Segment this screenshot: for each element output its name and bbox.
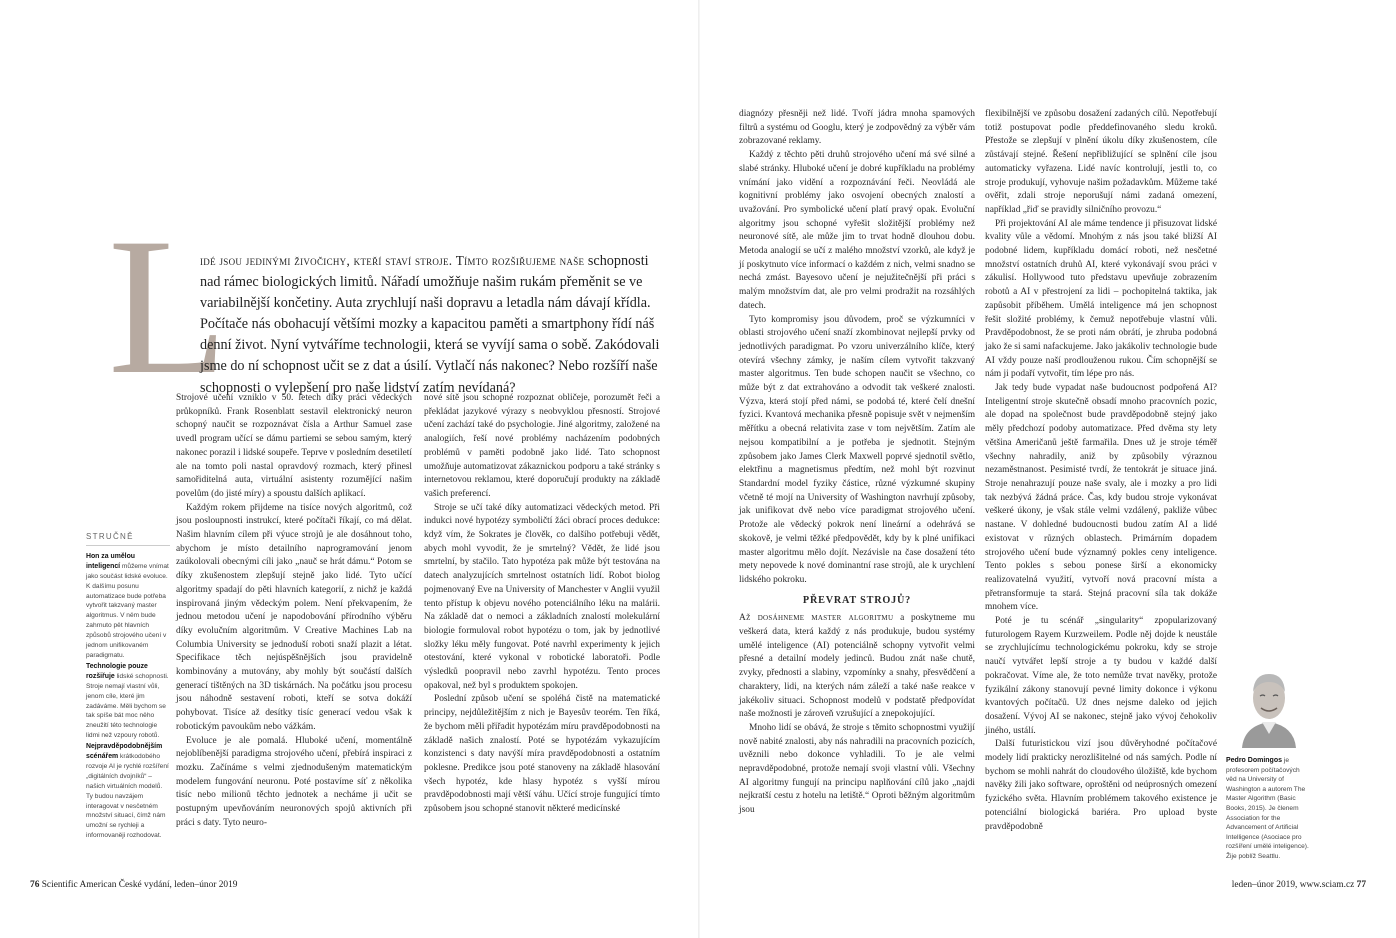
section-lead-text: a poskytneme mu veškerá data, která každý z nás produkuje, budou systémy umělé inteligence (AI) potenciálně schopny vytvořit velmi přesné a detailní modely jedinců. Budou znát naše chutě, zvyky, přednosti a slabiny, vzpomínky a snahy, přesvědčení a charaktery, lidi, na kterých nám záleží a také naše reakce v jakékoliv situaci. Schopnost modelů v podstatě předpovídat naše možnosti je zároveň vzrušující a znepokojující. [739,613,975,720]
section-lead-caps: Až dosáhneme master algoritmu [739,613,894,624]
paragraph: Tyto kompromisy jsou důvodem, proč se výzkumníci v oblasti strojového učení snaží zkombinovat nejlepší prvky od jednotlivých paradigmat. Po vzoru univerzálního klíče, který otevírá všechny zámky, je naším cílem vytvořit takzvaný master algoritmus. Ten bude schopen naučit se všechno, co může být z dat extrahováno a odvodit tak veškeré znalosti. Výzva, která stojí před námi, se podobá té, které čelí dnešní fyzici. Kvantová mechanika přesně popisuje svět v nejmenším měřítku a obecná relativita zase v tom největším. Zatím ale nejsou kompatibilní a je potřeba je sjednotit. Stejným způsobem jako James Clerk Maxwell poprvé sjednotil světlo, elektřinu a magnetismus předtím, než mohl být rozvinut Standardní model fyziky částice, různé výzkumné skupiny včetně té mojí na University of Washington navrhují způsoby, jak unifikovat dvě nebo více paradigmat strojového učení. Protože ale vědecký pokrok není lineární a odehrává se skokově, je velmi těžké předpovědět, kdy by k plné unifikaci master algoritmu mělo dojít. Nezávisle na čase dosažení této mety nepovede k nové dominantní rase strojů, ale k urychlení lidského pokroku. [739,314,975,585]
sidebar-item [86,662,170,741]
paragraph: Další futuristickou vizí jsou důvěryhodné počítačové modely lidí prakticky nerozlišitelné od nás samých. Podle ní bychom se mohli nahrát do cloudového úložiště, kde bychom navěky žili jako software, oproštěni od neúprosných omezení fyzického světa. Hlavním problémem takového existence je potenciální biologická bariéra. Pro upload byste pravděpodobně [985,739,1217,832]
body-column-2 [424,392,660,817]
paragraph: Každým rokem přijdeme na tisíce nových algoritmů, což jsou posloupnosti instrukcí, které počítači říkají, co má dělat. Našim hlavním cílem při výuce strojů je ale dosáhnout toho, abychom je místo detailního naprogramování jenom zaúkolovali obecnými cíli jako „nauč se hrát dámu.“ Potom se díky zkušenostem zlepšují stejně jako lidé. Tyto učící algoritmy spadají do pěti hlavních kategorií, z nichž je každá inspirovaná jiným vědeckým polem. Není překvapením, že jednou metodou učení je napodobování přírodního výběru díky evolučním algoritmům. V Creative Machines Lab na Columbia University se jednoduší roboti snaží plazit a létat. Specifikace těch nejúspěšnějších jsou pravidelně kombinovány a mutovány, aby mohly být součástí dalších generací tištěných na 3D tiskárnách. Na počátku jsou procesu jsou náhodně sestavení roboti, kteří se sotva dokáží pohybovat. Tisíce až desítky tisíc generací vedou však k robotickým pavoukům nebo vážkám. [176,502,412,732]
sidebar-item-head: Hon za umělou inteligencí [86,552,136,570]
paragraph: diagnózy přesněji než lidé. Tvoří jádra mnoha spamových filtrů a systému od Googlu, který je zodpovědný za výběr vám zobrazované reklamy. [739,109,975,147]
paragraph: Každý z těchto pěti druhů strojového učení má své silné a slabé stránky. Hluboké učení je dobré kupříkladu na problémy vnímání jako vidění a rozpoznávání řeči. Neovládá ale kognitivní problémy jako osvojení obecných znalostí a uvažování. Pro symbolické učení platí pravý opak. Evoluční algoritmy jsou schopné vyřešit složitější problémy než neuronové sítě, ale může jim to trvat hodně dlouhou dobu. Metoda analogií se učí z malého množství vzorků, ale když je jí poskytnuto více informací o každém z nich, velmi snadno se nechá zmást. Bayesovo učení je nejužitečnější při práci s malým množstvím dat, ale pro velmi prodražit na rozsáhlých datech. [739,150,975,311]
author-portrait [1234,660,1304,748]
sidebar-item-text: lidské schopnosti. Stroje nemají vlastní vůli, jenom cíle, které jim zadáváme. Měli bychom se tak spíše bát moc něho zneužití této technologie lidmi než vzpoury robotů. [86,672,169,740]
paragraph: Jak tedy bude vypadat naše budoucnost podpořená AI? Inteligentní stroje skutečně obsadí mnoho pracovních pozic, ale dopad na společnost bude pravděpodobně stejný jako měly předchozí podoby automatizace. Před dvěma sty lety většina Američanů ještě farmařila. Dnes už je stroje téměř všechny nahradily, aniž by způsobily výraznou nezaměstnanost. Pesimisté tvrdí, že tentokrát je situace jiná. Stroje nenahrazují pouze naše svaly, ale i mozky a pro lidi tak nezbývá žádná práce. Čas, kdy budou stroje vykonávat veškeré úkony, je však stále velmi vzdálený, pakliže vůbec nastane. V dohledné budoucnosti budou zatím AI a lidé existovat v různých oblastech. Primárním dopadem strojového učení bude významný pokles ceny inteligence. Tento pokles s sebou ponese širší a ekonomicky realizovatelná využití, vytvoří nová pracovní místa a přetransformuje ta stará. Stejná pracovní síla tak dokáže mnohem více. [985,383,1217,613]
folio-left [30,880,238,890]
paragraph: Stroje se učí také díky automatizaci vědeckých metod. Při indukci nové hypotézy symboličtí žáci obrací proces dedukce: když vím, že Sokrates je člověk, co dalšího potřebuji vědět, abych mohl vyvodit, že je smrtelný? Vědět, že lidé jsou smrtelní, by stačilo. Tato hypotéza pak může být testována na datech analyzujících smrtelnost ostatních lidí. Robot biolog pojmenovaný Eve na University of Manchester v Anglii využil tento přístup k objevu nového potenciálního léku na malárii. Na základě dat o nemoci a základních znalostí molekulární biologie formuloval robot hypotézu o tom, jak by jednotlivé složky léku měly fungovat. Poté navrhl experimenty k jejich otestování, které vykonal v robotické laboratoři. Podle výsledků poopravil nebo zavrhl hypotézu. Tento proces opakoval, než byl s produktem spokojen. [424,502,660,691]
page-number-left: 76 [30,880,40,890]
paragraph: Poslední způsob učení se spoléhá čistě na matematické principy, nejdůležitějším z nich je Bayesův teorém. Ten říká, že bychom měli přiřadit hypotézám míru pravděpodobnosti na základě našich znalostí. Poté se hypotézám vykazujícím konzistenci s daty navýší míra pravděpodobnosti a ostatním poklesne. Predikce jsou poté stanoveny na základě hlasování všech hypotéz, kde hlasy hypotéz s vyšší mírou pravděpodobnosti mají větší váhu. Učící stroje fungující tímto způsobem jsou schopné stanovit některé medicínské [424,694,660,815]
paragraph: Poté je tu scénář „singularity“ zpopularizovaný futurologem Rayem Kurzweilem. Podle něj dojde k neustále se zrychlujícímu technologickému pokroku, kdy se stroje naučí vytvářet lepší stroje a ty budou v každé další pokračovat. Víme ale, že toto nemůže trvat navěky, protože fyzikální zákony stanovují pevné limity dokonce i výkonu kvantových počítačů. Už dnes nejsme daleko od jejich dosažení. Vývoj AI se nakonec, stejně jako vývoj čehokoliv jiného, ustálí. [985,616,1217,736]
section-heading: PŘEVRAT STROJŮ? [802,594,912,606]
paragraph: flexibilnější ve způsobu dosažení zadaných cílů. Nepotřebují totiž postupovat podle předdefinovaného sledu kroků. Přestože se zlepšují v plnění úkolu díky zkušenostem, cíle zůstávají stejné. Řešení nepřibližující se splnění cíle jsou automaticky vyřazena. Lidé navíc kontrolují, jestli to, co stroje produkují, vyhovuje našim požadavkům. Můžeme také ověřit, zdali stroje neporušují námi zadaná omezení, například „řiď se pravidly silničního provozu.“ [985,109,1217,215]
sidebar-item-text: můžeme vnímat jako součást lidské evoluce. K dalšímu posunu automatizace bude potřeba vytvořit takzvaný master algoritmus. V něm bude zahrnuto pět hlavních způsobů strojového učení v jednom unifikovaném paradigmatu. [86,562,169,659]
author-bio: je profesorem počítačových věd na University of Washington a autorem The Master Algorithm (Basic Books, 2015). Je členem Association for the Advancement of Artificial Intelligence (Asociace pro rozšíření umělé inteligence). Žije poblíž Seattlu. [1226,757,1309,860]
author-caption [1226,756,1312,862]
folio-left-text: Scientific American České vydání, leden–únor 2019 [41,880,238,890]
sidebar-item-text: krátkodobého rozvoje AI je rychlé rozšíření „digitálních dvojníků“ – našich virtuálních modelů. Ty budou navzájem interagovat v nesčetném množství situací, čímž nám umožní se rychleji a informovaněji rozhodovat. [86,753,169,840]
sidebar-item-head: Technologie pouze rozšiřuje [86,662,148,680]
folio-right-text: leden–únor 2019, www.sciam.cz [1231,880,1355,890]
summary-sidebar [86,532,170,842]
paragraph: Strojové učení vzniklo v 50. letech díky práci vědeckých průkopníků. Frank Rosenblatt sestavil elektronický neuron schopný naučit se rozpoznávat čísla a Arthur Samuel zase uvedl program učící se dámu partiemi se sebou samým, který nakonec porazil i lidské soupeře. Teprve v posledním desetiletí ale na tomto poli nastal opravdový rozmach, který přinesl samořiditelná auta, virtuální asistenty rozumějící našim povelům (do jisté míry) a spoustu dalších aplikací. [176,393,412,499]
paragraph: Evoluce je ale pomalá. Hluboké učení, momentálně nejoblíbenější paradigma strojového učení, přebírá inspiraci z mozku. Začínáme s velmi zjednodušeným matematickým modelem fungování neuronu. Poté postavíme síť z několika tisíc nebo milionů těchto jednotek a necháme ji učit se postupným upevňováním neuronových spojů aktivních při práci s daty. Tyto neuro- [176,735,412,828]
folio-right [1232,880,1366,890]
drop-cap: L [108,198,228,415]
body-column-1 [176,392,412,831]
paragraph: Mnoho lidí se obává, že stroje s těmito schopnostmi využijí nově nabité znalosti, aby nás nahradili na pracovních pozicích, uvěznili nebo dokonce vyhladili. To je ale velmi nepravděpodobné, protože nemají svoji vlastní vůli. Všechny AI algoritmy fungují na principu naplňování cílů jako „najdi nejkratší cestu z hotelu na letiště.“ Oproti běžným algoritmům jsou [739,722,975,816]
paragraph [739,612,975,722]
lede [200,250,670,399]
body-column-3 [739,108,975,818]
paragraph: nové sítě jsou schopné rozpoznat obličeje, porozumět řeči a překládat jazykové výrazy s neobvyklou přesností. Strojové učení zachází také do psychologie. Jiné algoritmy, založené na analogiích, řeší nové problémy nacházením podobných problémů v paměti podobně jako lidé. Tato schopnost umožňuje automatizovat zákaznickou podporu a také stránky s internetovou reklamou, které doporučují produkty na základě vašich preferencí. [424,393,660,499]
page-number-right: 77 [1356,880,1366,890]
sidebar-title: STRUČNĚ [86,532,170,546]
lede-text: schopnosti nad rámec biologických limitů. Nářadí umožňuje našim rukám přeměnit se ve variabilnější končetiny. Auta zrychlují naši dopravu a letadla nám dávají křídla. Počítače nás obohacují většími mozky a kapacitou paměti a smartphony řídí náš denní život. Nyní vytváříme technologii, která se vyvíjí sama o sobě. Zakódovali jsme do ní schopnost učit se z dat a úsilí. Vytlačí nás nakonec? Nebo rozšíří naše schopnosti o vylepšení pro naše lidství zatím nevídaná? [200,253,660,396]
author-name: Pedro Domingos [1226,757,1283,764]
body-column-4 [985,108,1217,834]
sidebar-item [86,552,170,661]
sidebar-item-head: Nejpravděpodobnějším scénářem [86,743,163,761]
paragraph: Při projektování AI ale máme tendence ji přisuzovat lidské kvality vůle a vědomí. Mnohým z nás jsou také bližší AI podobné lidem, kupříkladu domácí roboti, než nesčetné množství ostatních druhů AI, které vykonávají svou práci v zákulisí. Hollywood tuto představu upevňuje zobrazením robotů a AI v přestrojení za lidi – pochopitelná taktika, jak zapůsobit příběhem. Umělá inteligence má jen schopnost řešit složité problémy, k čemuž nepotřebuje vlastní vůli. Pravděpodobnost, že se proti nám obrátí, je zhruba podobná jako že si sami nafackujeme. Jako jakákoliv technologie bude AI vždy pouze naší prodlouženou rukou. Čím schopnější se nám ji podaří vytvořit, tím lépe pro nás. [985,218,1217,380]
sidebar-item [86,742,170,841]
lede-caps: idé jsou jedinými živočichy, kteří staví stroje. Tímto rozšiřujeme naše [200,253,585,268]
